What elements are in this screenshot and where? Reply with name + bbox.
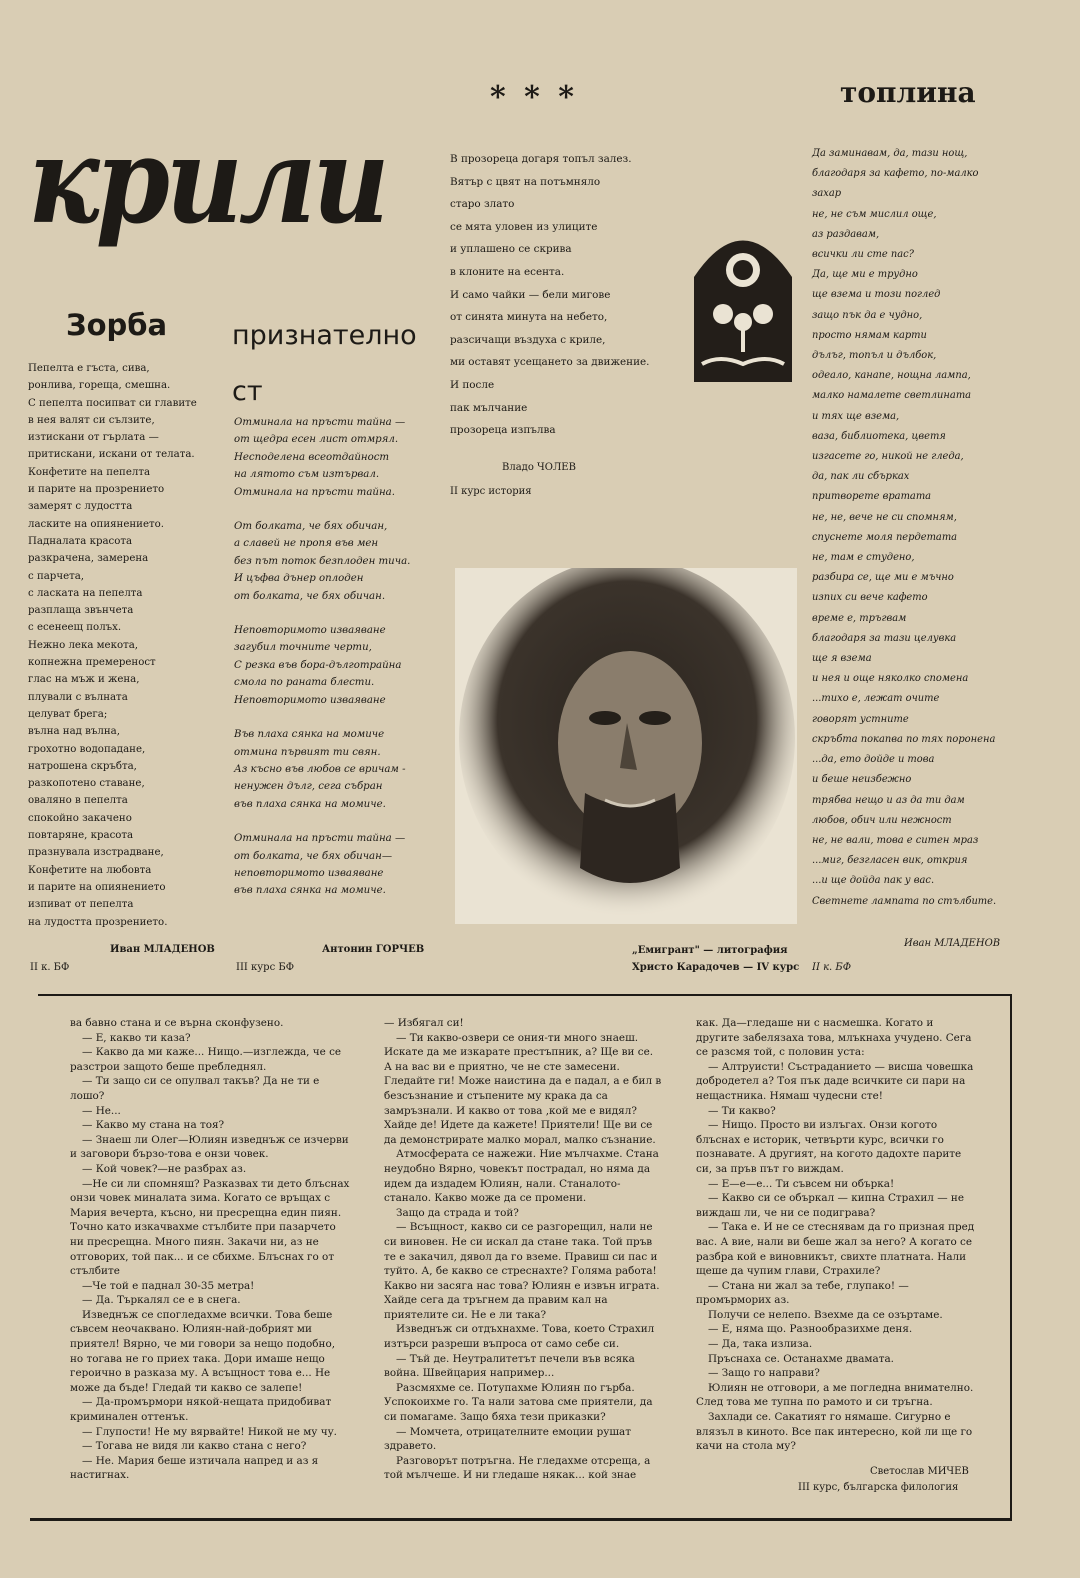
story-paragraph: ва бавно стана и се върна сконфузено. <box>70 1017 284 1029</box>
right-poem-title: топлина <box>840 76 976 109</box>
story-paragraph: — Стана ни жал за тебе, глупако! — промърморих аз. <box>696 1279 909 1307</box>
story-paragraph: Разсмяхме се. Потупахме Юлиян по гърба. Успокоихме го. Та нали затова сме приятели, да си помагаме. Защо бяха тези приказки? <box>384 1381 653 1424</box>
story-paragraph: — Всъщност, какво си се разгорещил, нали не си виновен. Не си искал да стане така. Той пръв те е закачил, дявол да го вземе. Правиш си пас и туйто. А, бе какво се стреснахте? Голяма работа! Какво ни засяга нас това? Юлиян е извън играта. Хайде сега да тръгнем да правим кал на приятелите си. Не е ли така? <box>384 1221 660 1321</box>
story-paragraph: — Така е. И не се стеснявам да го призная пред вас. А вие, нали ви беше жал за него? А когато се разбра кой е виновникът, свихте платната. Нали щеше да чупим глави, Страхиле? <box>696 1221 975 1278</box>
poem-line: И цъфва дънер оплоден <box>234 573 364 585</box>
story-paragraph: — Какво да ми каже... Нищо.—изглежда, че се разстрои защото беше пребледнял. <box>70 1046 342 1073</box>
second-poem-title <box>232 308 432 420</box>
poem-line: плували с вълната <box>28 691 128 703</box>
poem-line: От болката, че бях обичан, <box>234 521 388 533</box>
poem-line: с есенеещ полъх. <box>28 622 122 634</box>
poem-stanza <box>234 518 410 605</box>
poem-line: и парите на прозрението <box>28 484 165 496</box>
second-poem-title-text: признателност <box>232 320 417 407</box>
poem-line: замерят с лудостта <box>28 501 133 513</box>
poem-line: повтаряне, красота <box>28 830 134 842</box>
story-paragraph: — Тъй де. Неутралитетът печели във всяка война. Швейцария например... <box>384 1352 635 1380</box>
story-paragraph: — Да. Търкалял се е в снега. <box>82 1294 241 1307</box>
story-paragraph: Атмосферата се нажежи. Ние мълчахме. Стана неудобно Вярно, човекът пострадал, но няма да идем да издадем Юлиян, нали. Станалото-станало. Какво може да се промени. <box>384 1148 659 1205</box>
poem-line: Да, ще ми е трудно <box>812 269 918 281</box>
story-paragraph: — Е, няма що. Разнообразихме деня. <box>708 1323 913 1336</box>
poem-line: Неповторимото изваяване <box>234 694 386 706</box>
poem-line: ми оставят усещането за движение. <box>450 356 650 369</box>
poem-line: и беше неизбежно <box>812 774 912 786</box>
poem-line: Вятър с цвят на потъмняло <box>450 175 601 188</box>
poem-line: от синята минута на небето, <box>450 311 608 324</box>
poem-stanza <box>234 830 410 900</box>
poem-line: аз раздавам, <box>812 228 880 240</box>
poem-line: старо злато <box>450 198 515 211</box>
poem-line: ненужен дълг, сега събран <box>234 781 383 793</box>
poem-line: ронлива, гореща, смешна. <box>28 380 171 392</box>
poem-line: И после <box>450 378 495 391</box>
poem-line: грохотно водопадане, <box>28 743 146 755</box>
story-column-2 <box>384 1016 662 1483</box>
poem-line: изпих си вече кафето <box>812 592 928 604</box>
poem-line: на лятото съм изтървал. <box>234 469 380 481</box>
poem-line: в клоните на есента. <box>450 265 565 278</box>
story-paragraph: Пръснаха се. Останахме двамата. <box>708 1352 894 1365</box>
poem-line: захар <box>812 188 842 200</box>
poem-line: Конфетите на пепелта <box>28 466 151 478</box>
story-paragraph: —Че той е паднал 30-35 метра! <box>82 1279 255 1292</box>
story-column-1 <box>70 1016 350 1483</box>
story-paragraph: Изведнъж се спогледахме всички. Това беше съвсем неочаквано. Юлиян-най-добрият ми приятел! Вярно, че ми говори за нещо подобно, но тогава не го приех така. Дори имаше нещо героично в разказа му. А всъщност това е... Не може да бъде! Гледай ти какво се залепе! <box>70 1308 336 1394</box>
poem-line: с ласката на пепелта <box>28 587 143 599</box>
poem-line: да, пак ли сбърках <box>812 471 910 483</box>
poem-line: И само чайки — бели мигове <box>450 288 611 301</box>
poem-line: малко намалете светлината <box>812 390 972 402</box>
third-poem-body <box>450 148 649 442</box>
story-author: Светослав МИЧЕВ <box>870 1466 969 1477</box>
poem-line: и уплашено се скрива <box>450 243 572 256</box>
poem-line: ласките на опиянението. <box>28 518 164 530</box>
story-paragraph: — Не. Мария беше изтичала напред и аз я настигнах. <box>70 1454 319 1482</box>
poem-line: просто нямам карти <box>812 329 927 341</box>
poem-line: ще взема и този поглед <box>812 289 941 301</box>
poem-line: ваза, библиотека, цветя <box>812 430 946 442</box>
story-paragraph: — Защо го направи? <box>708 1367 820 1380</box>
poem-line: прозореца изпълва <box>450 424 556 437</box>
poem-line: разкопотено ставане, <box>28 778 145 790</box>
poem-line: Да заминавам, да, тази нощ, <box>812 148 968 159</box>
story-paragraph: — Ти какво-озвери се ония-ти много знаеш. Искате да ме изкарате престъпник, а? Ще ви се. А на вас ви е приятно, че не сте замесени. Гледайте ги! Може наистина да е падал, а е бил в безсъзнание и стъпените му крака да са замръзнали. И какво от това ,кой ме е видял? Хайде де! Идете да кажете! Приятели! Ще ви се да демонстрирате малко морал, малко съзнание. <box>384 1031 662 1146</box>
third-poem-course: II курс история <box>450 486 532 497</box>
poem-line: загубил точните черти, <box>234 642 372 654</box>
poem-line: от болката, че бях обичан. <box>234 590 386 602</box>
poem-line: ще я взема <box>812 653 872 665</box>
poem-line: Неповторимото изваяване <box>234 625 386 637</box>
poem-line: време е, тръгвам <box>812 612 907 624</box>
portrait-lithograph <box>455 568 797 924</box>
second-poem-body <box>234 414 410 917</box>
story-paragraph: —Не си ли спомняш? Разказвах ти дето блъснах онзи човек миналата зима. Когато се връщах с Мария вечерта, късно, ни пресрещна един пиян. Точно като изкачвахме стълбите при пазарчето ни пресрещна. Много пиян. Закачи ни, аз не отговорих, той пак... и се сбихме. Блъснах го от стълбите <box>70 1177 350 1278</box>
poem-line: С резка във бора-дълготрайна <box>234 659 402 671</box>
poem-line: Падналата красота <box>28 535 133 547</box>
poem-line: Аз късно във любов се вричам - <box>234 763 406 775</box>
poem-line: спуснете моля пердетата <box>812 531 958 543</box>
poem-line: изпиват от пепелта <box>28 899 134 911</box>
poem-line: скръбта покапва по тях поронена <box>812 733 996 745</box>
poem-line: от щедра есен лист отмрял. <box>234 434 399 446</box>
poem-line: не, не съм мислил още, <box>812 208 937 220</box>
poem-line: Светнете лампата по стълбите. <box>812 895 997 907</box>
poem-line: изгасете го, никой не гледа, <box>812 451 964 463</box>
story-paragraph: — Знаеш ли Олег—Юлиян изведнъж се изчерви и заговори бързо-това е онзи човек. <box>70 1133 349 1161</box>
poem-line: във плаха сянка на момиче. <box>234 798 386 810</box>
story-paragraph: Разговорът потръгна. Не гледахме отсреща, а той мълчеше. И ни гледаше някак... кой знае <box>384 1454 651 1482</box>
story-paragraph: — Е—е—е... Ти съвсем ни обърка! <box>708 1177 895 1190</box>
poem-line: ...и ще дойда пак у вас. <box>812 875 935 887</box>
story-paragraph: — Момчета, отрицателните емоции рушат здравето. <box>384 1425 631 1453</box>
story-paragraph: — Ти какво? <box>708 1104 776 1117</box>
portrait-illustration <box>455 568 797 924</box>
poem-line: любов, обич или нежност <box>812 814 952 826</box>
story-column-3 <box>696 1016 978 1454</box>
poem-line: ...да, ето дойде и това <box>812 754 935 766</box>
second-poem-course: III курс БФ <box>236 962 294 973</box>
poem-line: вълна над вълна, <box>28 726 120 738</box>
poem-line: оваляно в пепелта <box>28 795 128 807</box>
poem-line: пак мълчание <box>450 401 528 414</box>
poem-line: Нежно лека мекота, <box>28 639 139 651</box>
poem-line: копнежна премереност <box>28 657 156 669</box>
poem-line: ...тихо е, лежат очите <box>812 693 940 705</box>
poem-line: Отминала на пръсти тайна — <box>234 833 406 845</box>
poem-line: всички ли сте пас? <box>812 249 914 261</box>
story-paragraph: — Да-промърмори някой-нещата придобиват криминален оттенък. <box>70 1396 332 1424</box>
portrait-caption-2: Христо Карадочев — IV курс <box>632 962 800 973</box>
poem-line: смола по раната блести. <box>234 677 375 689</box>
bottom-rule <box>30 1518 1012 1521</box>
poem-line: в нея валят си сълзите, <box>28 414 155 426</box>
poem-line: защо пък да е чудно, <box>812 309 923 321</box>
right-poem-author: Иван МЛАДЕНОВ <box>904 938 1001 949</box>
story-paragraph: — Ти защо си се опулвал такъв? Да не ти е лошо? <box>70 1075 320 1102</box>
story-paragraph: — Какво си се объркал — кипна Страхил — не виждаш ли, че ни се подиграва? <box>696 1192 964 1219</box>
poem-line: Конфетите на любовта <box>28 864 152 876</box>
poem-line: от болката, че бях обичан— <box>234 850 393 862</box>
poem-line: ...миг, безгласен вик, открия <box>812 855 968 867</box>
left-poem-course: II к. БФ <box>30 962 70 973</box>
third-poem-author: Владо ЧОЛЕВ <box>502 462 576 473</box>
poem-line: и нея и още няколко спомена <box>812 673 969 685</box>
story-paragraph: — Е, какво ти каза? <box>82 1031 191 1044</box>
poem-line: притискани, искани от телата. <box>28 449 195 461</box>
right-poem-body <box>812 144 996 912</box>
right-poem-course: II к. БФ <box>812 962 852 973</box>
poem-line: отмина първият ти свян. <box>234 746 381 758</box>
portrait-caption-1: „Емигрант" — литография <box>632 945 788 956</box>
right-edge-rule <box>1010 994 1012 1518</box>
story-paragraph: Защо да страда и той? <box>396 1206 519 1219</box>
poem-line: одеало, канапе, нощна лампа, <box>812 370 971 382</box>
story-paragraph: — Нищо. Просто ви излъгах. Онзи когото блъснах е историк, четвърти курс, всички го познавате. А другият, на когото дадохте парите си, за пръв път го виждам. <box>696 1119 962 1175</box>
poem-line: говорят устните <box>812 713 909 725</box>
poem-line: разкрачена, замерена <box>28 553 149 565</box>
left-poem-author: Иван МЛАДЕНОВ <box>110 944 215 955</box>
left-poem-body <box>28 360 197 931</box>
poem-line: и тях ще взема, <box>812 410 900 422</box>
story-paragraph: Получи се нелепо. Взехме да се озъртаме. <box>708 1308 943 1321</box>
poem-line: спокойно закачено <box>28 812 132 824</box>
poem-line: празнувала изстрадване, <box>28 847 164 859</box>
story-paragraph: — Да, така излиза. <box>708 1338 813 1351</box>
sun-flower-emblem-icon <box>690 222 796 382</box>
poem-line: трябва нещо и аз да ти дам <box>812 794 965 806</box>
poem-line: натрошена скръбта, <box>28 760 137 772</box>
poem-line: разсичащи въздуха с криле, <box>450 333 606 346</box>
story-paragraph: — Не... <box>82 1104 121 1117</box>
story-paragraph: — Глупости! Не му вярвайте! Никой не му чу. <box>82 1425 337 1438</box>
poem-line: и парите на опиянението <box>28 881 166 893</box>
poem-line: се мята уловен из улиците <box>450 220 598 233</box>
poem-line: благодаря за тази целувка <box>812 632 957 644</box>
poem-line: не, там е студено, <box>812 552 915 564</box>
left-poem-title: Зорба <box>66 308 168 342</box>
poem-line: не, не вали, това е ситен мраз <box>812 834 979 846</box>
poem-line: С пепелта посипват си главите <box>28 397 197 409</box>
poem-stanza <box>234 622 410 709</box>
poem-line: В прозореца догаря топъл залез. <box>450 153 632 165</box>
poem-line: Пепелта е гъста, сива, <box>28 363 150 374</box>
poem-line: без път поток безплоден тича. <box>234 555 411 567</box>
poem-line: във плаха сянка на момиче. <box>234 885 386 897</box>
story-paragraph: Изведнъж си отдъхнахме. Това, което Страхил изтърси разреши въпроса от само себе си. <box>384 1323 655 1351</box>
poem-line: Във плаха сянка на момиче <box>234 729 385 741</box>
story-paragraph: — Кой човек?—не разбрах аз. <box>82 1162 247 1175</box>
story-paragraph: Юлиян не отговори, а ме погледна внимателно. След това ме тупна по рамото и си тръгна. <box>696 1381 974 1409</box>
poem-line: дълъг, топъл и дълбок, <box>812 350 937 362</box>
story-paragraph: — Алтруисти! Състраданието — висша човешка добродетел а? Тоя пък даде всичките си пари на нещастника. Нямаш чудесни сте! <box>696 1060 974 1102</box>
story-paragraph: — Избягал си! <box>384 1017 464 1029</box>
masthead: крили <box>28 110 386 250</box>
poem-line: на лудостта прозрението. <box>28 916 168 928</box>
second-poem-author: Антонин ГОРЧЕВ <box>322 944 425 955</box>
poem-line: разбира се, ще ми е мъчно <box>812 572 954 584</box>
story-paragraph: Захлади се. Сакатият го нямаше. Сигурно е влязъл в киното. Все пак интересно, кой ли ще го качи на стола му? <box>696 1411 973 1453</box>
poem-line: целуват брега; <box>28 708 108 720</box>
story-course: III курс, българска филология <box>798 1482 959 1493</box>
poem-line: разплаща звънчета <box>28 605 134 617</box>
poem-line: с парчета, <box>28 570 85 582</box>
poem-stanza <box>234 726 410 813</box>
story-paragraph: — Какво му стана на тоя? <box>82 1119 225 1132</box>
third-poem-title: * * * <box>490 80 578 115</box>
poem-line: глас на мъж и жена, <box>28 674 140 686</box>
poem-stanza <box>234 414 410 501</box>
poem-line: благодаря за кафето, по-малко <box>812 168 979 180</box>
poem-line: притворете вратата <box>812 491 932 503</box>
poem-line: Отминала на пръсти тайна. <box>234 486 395 498</box>
poem-line: не, не, вече не си спомням, <box>812 511 957 523</box>
poem-line: а славей не пропя във мен <box>234 538 379 550</box>
poem-line: неповторимото изваяване <box>234 867 384 879</box>
section-divider <box>38 994 1010 996</box>
poem-line: изтискани от гърлата — <box>28 432 159 444</box>
story-paragraph: как. Да—гледаше ни с насмешка. Когато и другите забелязаха това, млъкнаха учудено. Сега се разсмя той, с половин уста: <box>696 1017 972 1059</box>
poem-line: Несподелена всеотдайност <box>234 451 390 463</box>
story-paragraph: — Тогава не видя ли какво стана с него? <box>82 1440 307 1453</box>
poem-line: Отминала на пръсти тайна — <box>234 417 406 428</box>
